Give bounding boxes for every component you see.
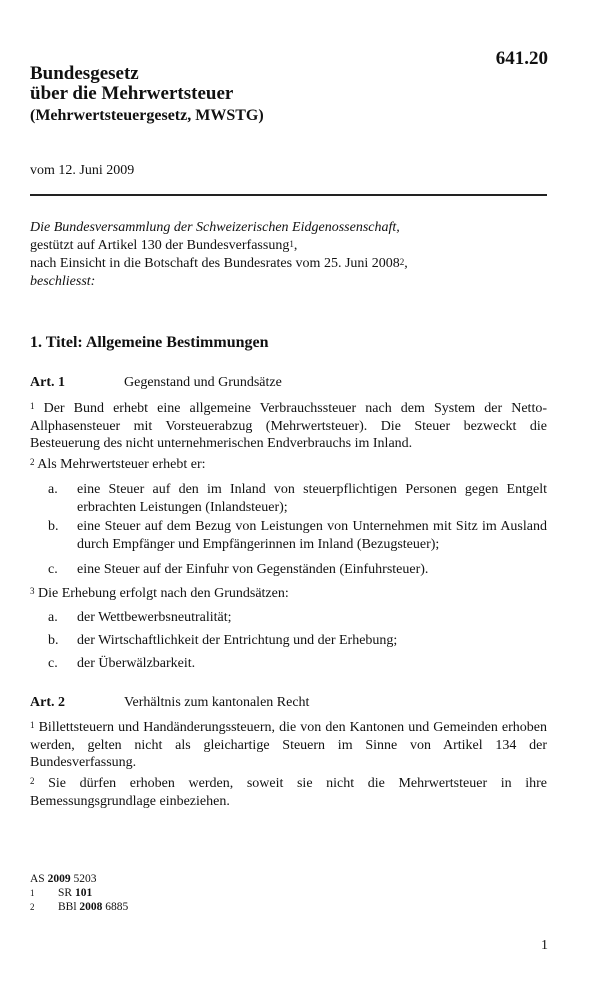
article-1-paragraph-1: $^1$ Der Bund erhebt eine allgemeine Verbrauchssteuer nach dem System der Netto-Allphasensteuer mit Vorsteuerabzug (Mehrwertsteuer). Die Steuer bezweckt die Besteuerung des nicht unternehmerischen Endverbrauchs im Inland. — [30, 401, 548, 451]
page-number: 1 — [541, 938, 548, 953]
footnote-1: 1 SR 101 — [30, 887, 93, 899]
footnote-ref-1[interactable]: 1 — [289, 239, 294, 249]
article-2-paragraph-1: $^1$ Billettsteuern und Handänderungssteuern, die von den Kantonen und Gemeinden erhoben werden, gelten nicht als gleichartige Steuern im Sinne von Artikel 134 der Bundesverfassung. — [30, 720, 547, 770]
law-title-line2: über die Mehrwertsteuer — [30, 83, 234, 104]
law-title — [30, 64, 233, 104]
law-short-title: (Mehrwertsteuergesetz, MWSTG) — [30, 107, 264, 124]
preamble — [30, 219, 550, 291]
footnotes — [30, 872, 128, 914]
article-2-title: Verhältnis zum kantonalen Recht — [124, 695, 310, 710]
article-2-heading — [30, 695, 550, 711]
preamble-line2: gestützt auf Artikel 130 der Bundesverfassung$^1$, — [30, 238, 298, 253]
article-1-number: Art. 1 — [30, 375, 65, 390]
article-1-heading — [30, 375, 550, 391]
enactment-date: vom 12. Juni 2009 — [30, 163, 135, 178]
preamble-line4: beschliesst: — [30, 274, 96, 289]
preamble-line3: nach Einsicht in die Botschaft des Bundesrates vom 25. Juni 2008$^2$, — [30, 256, 408, 271]
article-2-number: Art. 2 — [30, 695, 65, 710]
footnote-2: 2 BBl 2008 6885 — [30, 901, 129, 913]
title-heading: 1. Titel: Allgemeine Bestimmungen — [30, 334, 269, 351]
sr-number: 641.20 — [495, 48, 548, 69]
header-divider — [30, 194, 547, 196]
as-reference: AS 2009 5203 — [30, 873, 97, 885]
preamble-line1: Die Bundesversammlung der Schweizerischen Eidgenossenschaft, — [30, 220, 400, 235]
footnote-ref-2[interactable]: 2 — [399, 257, 405, 267]
article-2-paragraph-2: $^2$ Sie dürfen erhoben werden, soweit sie nicht die Mehrwertsteuer in ihre Bemessungsgrundlage einbeziehen. — [30, 776, 548, 809]
article-1-paragraph-3: $^3$ Die Erhebung erfolgt nach den Grundsätzen: — [30, 586, 289, 601]
article-1-paragraph-2: $^2$ Als Mehrwertsteuer erhebt er: — [30, 457, 206, 472]
article-1-title: Gegenstand und Grundsätze — [124, 375, 282, 390]
law-title-line1: Bundesgesetz — [30, 63, 139, 84]
